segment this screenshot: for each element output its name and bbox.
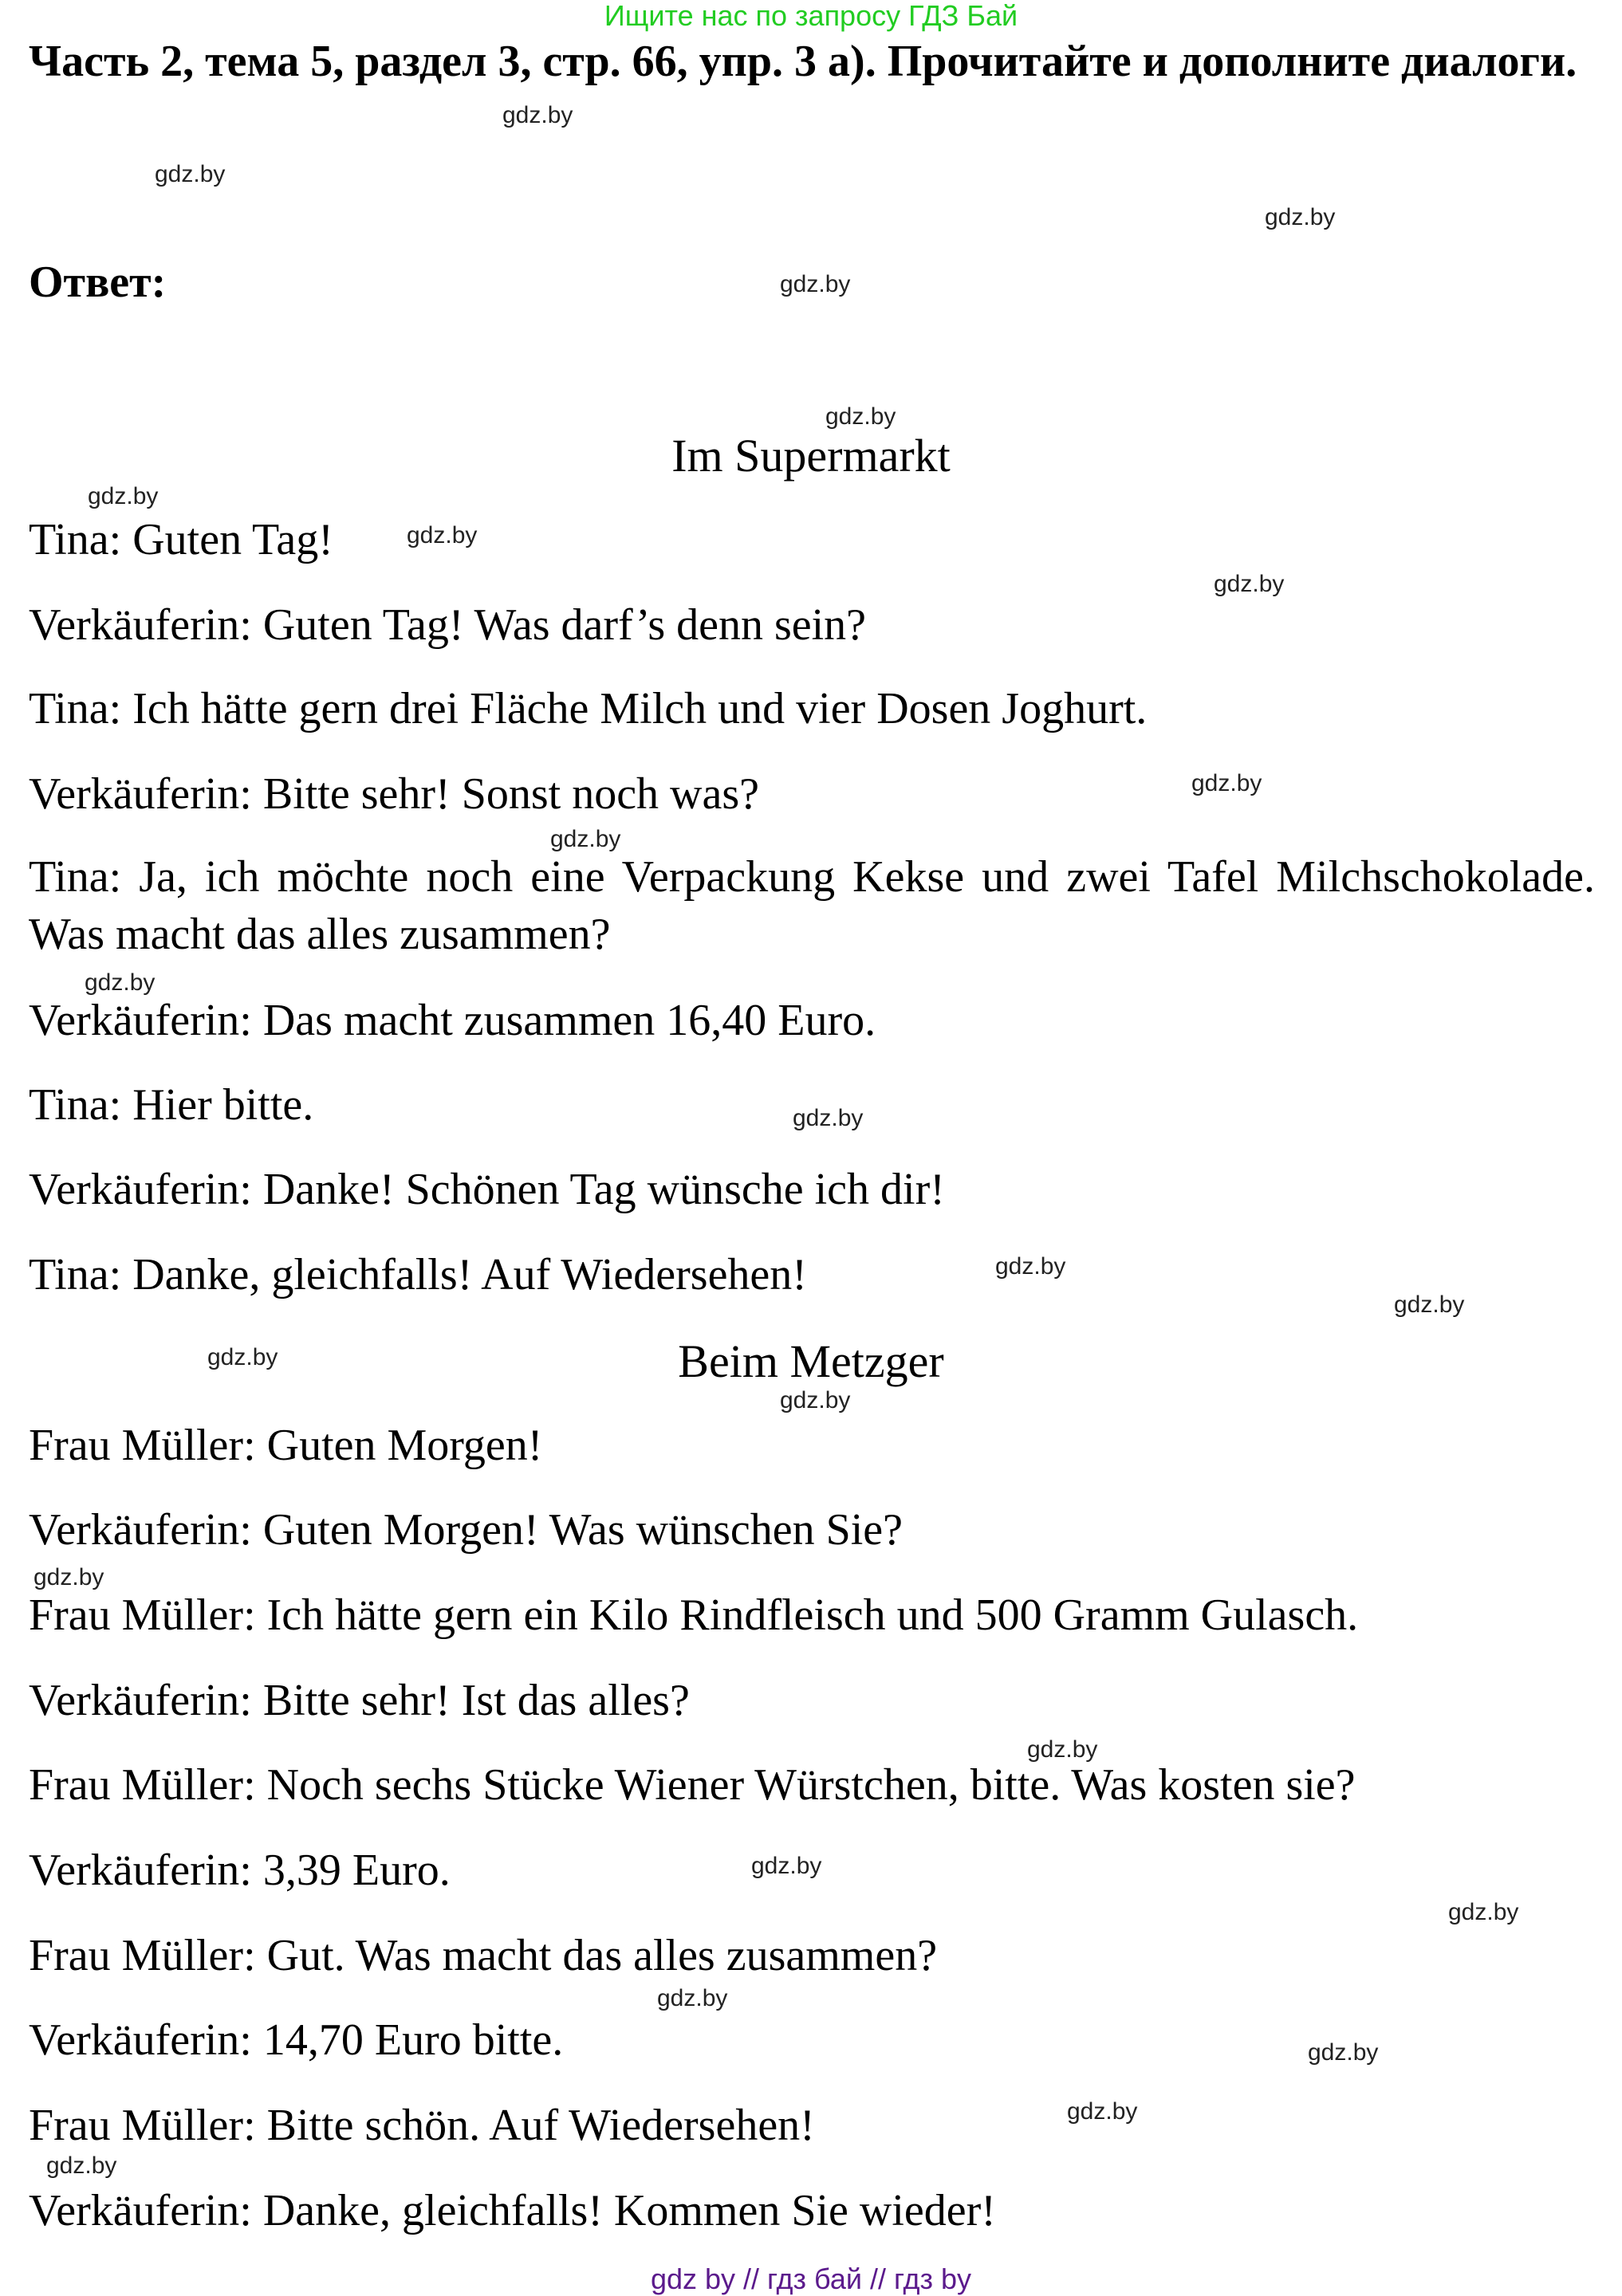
dialogue-line: Verkäuferin: Bitte sehr! Sonst noch was? (29, 769, 759, 819)
answer-label: Ответ: (29, 258, 167, 307)
watermark: gdz.by (550, 826, 621, 852)
dialogue-line: Tina: Hier bitte. (29, 1080, 314, 1130)
dialogue-line: Verkäuferin: Guten Tag! Was darf’s denn sein? (29, 600, 867, 650)
dialogue-line: Frau Müller: Noch sechs Stücke Wiener Würstchen, bitte. Was kosten sie? (29, 1760, 1356, 1810)
watermark: gdz.by (1265, 204, 1336, 230)
watermark: gdz.by (155, 161, 226, 187)
watermark: gdz.by (1394, 1292, 1465, 1318)
watermark: gdz.by (1448, 1899, 1519, 1925)
watermark: gdz.by (657, 1985, 728, 2011)
watermark: gdz.by (995, 1253, 1066, 1280)
dialogue-line: Frau Müller: Guten Morgen! (29, 1421, 543, 1470)
watermark: gdz.by (46, 2152, 117, 2179)
dialogue-line: Frau Müller: Bitte schön. Auf Wiedersehen! (29, 2101, 815, 2150)
dialogue-line: Frau Müller: Gut. Was macht das alles zusammen? (29, 1931, 938, 1980)
dialogue-line: Frau Müller: Ich hätte gern ein Kilo Rindfleisch und 500 Gramm Gulasch. (29, 1590, 1359, 1640)
dialogue-line: Verkäuferin: Danke, gleichfalls! Kommen Sie wieder! (29, 2186, 996, 2235)
dialogue-line: Tina: Danke, gleichfalls! Auf Wiedersehen! (29, 1250, 807, 1299)
footer-links[interactable]: gdz by // гдз бай // гдз by (650, 2263, 972, 2295)
dialogue-line: Verkäuferin: 14,70 Euro bitte. (29, 2015, 564, 2065)
task-title: Часть 2, тема 5, раздел 3, стр. 66, упр. 3 а). Прочитайте и дополните диалоги. (29, 37, 1577, 86)
watermark: gdz.by (1067, 2098, 1138, 2125)
dialogue-line: Tina: Guten Tag! (29, 515, 333, 564)
watermark: gdz.by (33, 1564, 104, 1590)
watermark: gdz.by (793, 1105, 864, 1131)
dialogue-line: Verkäuferin: Bitte sehr! Ist das alles? (29, 1676, 690, 1725)
watermark: gdz.by (825, 403, 896, 430)
dialogue-heading-metzger: Beim Metzger (678, 1335, 944, 1387)
watermark: gdz.by (1214, 571, 1285, 597)
dialogue-line: Verkäuferin: Guten Morgen! Was wünschen Sie? (29, 1505, 904, 1555)
watermark: gdz.by (751, 1853, 822, 1879)
dialogue-line: Verkäuferin: Danke! Schönen Tag wünsche ich dir! (29, 1165, 945, 1214)
watermark: gdz.by (1308, 2039, 1379, 2066)
watermark: gdz.by (1191, 770, 1262, 796)
watermark: gdz.by (407, 522, 478, 548)
search-banner-link[interactable]: Ищите нас по запросу ГДЗ Бай (604, 0, 1018, 32)
dialogue-line: Verkäuferin: Das macht zusammen 16,40 Euro. (29, 996, 876, 1045)
dialogue-heading-supermarkt: Im Supermarkt (671, 430, 951, 482)
dialogue-line: Verkäuferin: 3,39 Euro. (29, 1846, 451, 1895)
watermark: gdz.by (1027, 1736, 1098, 1763)
watermark: gdz.by (502, 102, 573, 128)
dialogue-line: Tina: Ich hätte gern drei Fläche Milch und vier Dosen Joghurt. (29, 684, 1148, 733)
watermark: gdz.by (85, 969, 156, 996)
watermark: gdz.by (780, 1387, 851, 1413)
watermark: gdz.by (207, 1344, 278, 1370)
watermark: gdz.by (780, 271, 851, 297)
dialogue-line: Tina: Ja, ich möchte noch eine Verpackung Kekse und zwei Tafel Milchschokolade. Was macht das alles zusammen? (29, 852, 1595, 959)
watermark: gdz.by (88, 483, 159, 509)
